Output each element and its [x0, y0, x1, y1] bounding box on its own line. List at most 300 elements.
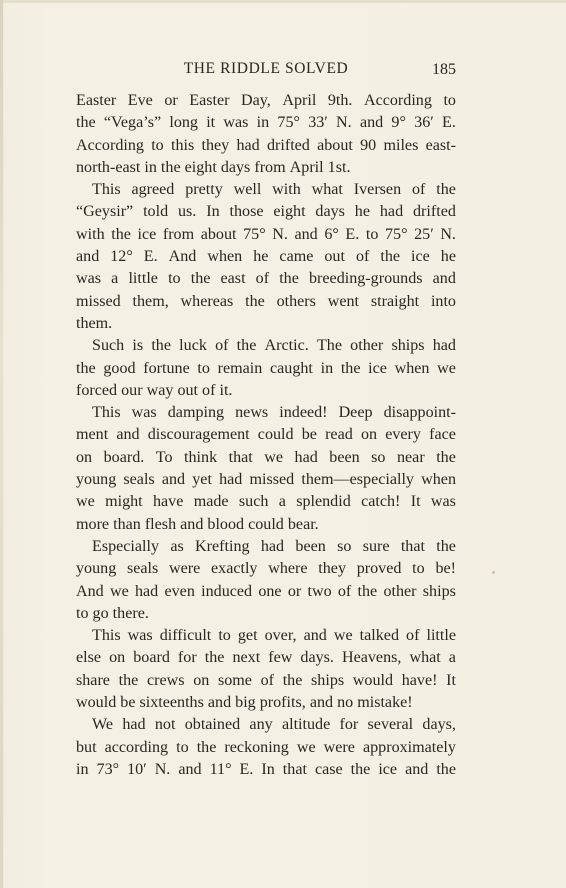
word: were	[169, 560, 201, 578]
word: in	[144, 158, 161, 176]
running-title: THE RIDDLE SOLVED	[183, 60, 349, 77]
page-top-edge	[0, 0, 566, 3]
word: Heavens,	[341, 649, 402, 667]
word: fortune	[143, 359, 190, 377]
word: the	[160, 158, 185, 176]
word: whereas	[180, 292, 234, 310]
word: N.	[440, 225, 456, 243]
word: April	[282, 92, 317, 109]
word: the	[350, 760, 371, 778]
word: This	[92, 181, 121, 199]
word: could	[248, 515, 288, 533]
word: blood	[207, 515, 249, 533]
word: N.	[336, 114, 352, 132]
word: Day,	[241, 92, 271, 109]
word: that	[400, 537, 425, 555]
word: ice	[378, 760, 398, 778]
word: approximately	[362, 738, 456, 756]
word: talked	[359, 627, 399, 645]
word: was	[131, 404, 157, 422]
word: any	[249, 716, 273, 734]
word: obtained	[184, 716, 241, 734]
text-line	[76, 692, 456, 714]
text-line	[76, 201, 456, 223]
word: exactly	[211, 560, 258, 578]
word: little	[426, 627, 456, 645]
word: April	[289, 158, 328, 176]
word: the	[204, 649, 225, 667]
word: Easter	[76, 92, 117, 109]
word: but	[76, 738, 97, 756]
word: when	[421, 471, 456, 489]
word: ships	[391, 337, 425, 355]
text-line	[76, 558, 456, 580]
word: and	[359, 114, 384, 132]
word: some	[217, 671, 252, 689]
text-line	[76, 469, 456, 491]
word: made	[193, 493, 229, 511]
word: to	[76, 604, 93, 622]
word: them.	[76, 314, 113, 332]
word: and	[309, 694, 338, 712]
word: what	[409, 649, 441, 667]
word: and	[294, 225, 318, 243]
word: Eve	[127, 92, 153, 109]
word: ice	[368, 359, 387, 377]
word: ice	[411, 248, 430, 266]
word: To	[155, 448, 173, 466]
word: might	[105, 493, 143, 511]
word: forced	[76, 381, 122, 399]
word: for	[177, 649, 197, 667]
word: drifted	[266, 136, 310, 154]
word: on	[360, 426, 378, 444]
text-line	[76, 491, 456, 513]
word: had	[432, 337, 456, 355]
text-line	[76, 380, 456, 402]
word: Such	[92, 337, 125, 355]
word: the	[436, 537, 456, 555]
word: We	[92, 716, 114, 734]
word: According	[363, 92, 432, 109]
text-line	[76, 714, 456, 736]
word: they	[318, 560, 346, 578]
word: to	[151, 136, 164, 154]
word: board.	[103, 448, 145, 466]
text-line	[76, 581, 456, 603]
word: “Geysir”	[76, 203, 134, 221]
word: been	[295, 537, 326, 555]
word: be!	[435, 560, 456, 578]
word: were	[323, 738, 355, 756]
word: others	[276, 292, 316, 310]
word: In	[206, 203, 220, 221]
word: of	[255, 270, 270, 288]
word: two	[307, 582, 332, 600]
word: or	[164, 92, 178, 109]
word: than	[113, 515, 145, 533]
word: the	[111, 225, 131, 243]
word: splendid	[296, 493, 351, 511]
word: ships	[422, 582, 456, 600]
word: was	[127, 627, 153, 645]
word: go	[92, 604, 113, 622]
word: when	[394, 359, 430, 377]
word: little	[128, 270, 158, 288]
word: it	[206, 114, 216, 132]
word: 9°	[391, 114, 406, 132]
word: went	[327, 292, 360, 310]
word: such	[238, 493, 269, 511]
word: not	[154, 716, 176, 734]
word: 33′	[308, 114, 328, 132]
text-line	[76, 514, 456, 536]
paragraph	[76, 625, 456, 714]
word: several	[367, 716, 414, 734]
text-line	[76, 536, 456, 558]
paper-fleck	[492, 571, 495, 574]
word: and	[178, 760, 202, 778]
word: read	[325, 426, 353, 444]
word: indeed!	[279, 404, 328, 422]
word: had	[122, 716, 146, 734]
word: had	[236, 136, 260, 154]
word: the	[236, 337, 257, 355]
word: ice	[137, 225, 157, 243]
word: in	[76, 760, 89, 778]
word: on	[193, 671, 210, 689]
word: discouragement	[147, 426, 250, 444]
word: and	[180, 515, 208, 533]
word: out	[324, 248, 345, 266]
word: we	[333, 627, 353, 645]
word: E.	[442, 114, 456, 132]
word: E.	[143, 248, 158, 266]
word: according	[104, 738, 169, 756]
word: proved	[356, 560, 402, 578]
word: missed	[76, 292, 121, 310]
word: ment	[76, 426, 109, 444]
word: eight	[184, 158, 221, 176]
word: and	[432, 270, 456, 288]
word: to	[218, 627, 231, 645]
word: way	[146, 381, 178, 399]
word: in	[256, 114, 270, 132]
word: came	[279, 248, 314, 266]
word: Especially	[92, 537, 160, 555]
word: have!	[401, 671, 438, 689]
word: This	[92, 627, 121, 645]
text-line	[76, 291, 456, 313]
word: was	[76, 270, 102, 288]
word: the	[380, 248, 401, 266]
word: with	[76, 225, 105, 243]
word: other	[350, 337, 384, 355]
word: days	[315, 203, 345, 221]
word: young	[76, 560, 117, 578]
word: a	[448, 649, 456, 667]
text-line	[76, 268, 456, 290]
word: out	[177, 381, 203, 399]
word: big	[235, 694, 260, 712]
word: It	[446, 671, 456, 689]
word: had	[134, 582, 159, 600]
word: seals	[126, 560, 159, 578]
word: breeding-grounds	[309, 270, 423, 288]
text-line	[76, 402, 456, 424]
word: of	[337, 582, 352, 600]
text-line	[76, 112, 456, 134]
word: the	[357, 582, 378, 600]
word: about	[200, 225, 237, 243]
word: and	[161, 471, 186, 489]
word: to	[168, 270, 181, 288]
word: 75°	[277, 114, 300, 132]
text-line	[76, 670, 456, 692]
word: that	[228, 448, 253, 466]
word: 75°	[384, 225, 408, 243]
word: days	[220, 158, 255, 176]
word: to	[412, 560, 425, 578]
word: think	[184, 448, 218, 466]
word: case	[314, 760, 343, 778]
word: they	[201, 136, 230, 154]
body-text	[76, 90, 456, 781]
word: sixteenths	[139, 694, 208, 712]
word: “Vega’s”	[103, 114, 162, 132]
word: miles	[383, 136, 419, 154]
word: crews	[146, 671, 185, 689]
word: reckoning	[224, 738, 289, 756]
word: is	[132, 337, 144, 355]
paragraph	[76, 179, 456, 335]
word: of	[215, 337, 229, 355]
word: young	[76, 471, 117, 489]
text-line	[76, 313, 456, 335]
word: 90	[360, 136, 377, 154]
word: the	[190, 270, 211, 288]
page-number: 185	[432, 61, 456, 78]
text-line	[76, 157, 456, 179]
word: no	[337, 694, 358, 712]
text-line	[76, 335, 456, 357]
word: more	[76, 515, 114, 533]
word: of	[406, 627, 420, 645]
text-line	[76, 224, 456, 246]
word: we	[109, 582, 129, 600]
word: induced	[201, 582, 253, 600]
word: According	[76, 136, 144, 154]
word: else	[76, 649, 102, 667]
word: bear.	[287, 515, 319, 533]
text-line	[76, 358, 456, 380]
word: and	[76, 248, 100, 266]
word: days.	[300, 649, 334, 667]
word: and	[207, 694, 236, 712]
word: 75°	[243, 225, 266, 243]
word: ships	[311, 671, 345, 689]
word: disappoint-	[383, 404, 456, 422]
word: on	[76, 448, 93, 466]
word: the	[282, 671, 303, 689]
word: E.	[239, 760, 254, 778]
page-header	[76, 60, 456, 82]
word: where	[268, 560, 308, 578]
word: those	[229, 203, 264, 221]
word: we	[76, 493, 95, 511]
word: even	[164, 582, 195, 600]
word: pretty	[185, 181, 223, 199]
word: next	[232, 649, 261, 667]
word: the	[118, 671, 139, 689]
word: drifted	[413, 203, 456, 221]
word: caught	[270, 359, 313, 377]
word: 12°	[110, 248, 133, 266]
word: when	[207, 248, 243, 266]
word: on	[109, 649, 126, 667]
word: Krefting	[195, 537, 250, 555]
word: Easter	[189, 92, 230, 109]
word: us.	[178, 203, 197, 221]
text-line	[76, 737, 456, 759]
word: 73°	[96, 760, 120, 778]
text-line	[76, 90, 456, 112]
text-line	[76, 447, 456, 469]
word: to	[176, 738, 189, 756]
word: told	[143, 203, 169, 221]
word: a	[111, 270, 119, 288]
word: of	[260, 671, 275, 689]
word: to	[197, 359, 210, 377]
word: that	[282, 760, 307, 778]
word: been	[329, 448, 360, 466]
word: had	[294, 448, 318, 466]
word: and	[116, 426, 140, 444]
word: missed	[249, 471, 295, 489]
word: was	[430, 493, 456, 511]
word: what	[311, 181, 343, 199]
word: over,	[264, 627, 297, 645]
word: the	[151, 337, 171, 355]
word: the	[245, 292, 265, 310]
word: the	[340, 359, 361, 377]
word: eight	[273, 203, 306, 221]
word: N.	[154, 760, 171, 778]
word: had	[219, 471, 243, 489]
word: And	[76, 582, 104, 600]
word: profits,	[259, 694, 310, 712]
word: he	[354, 203, 370, 221]
word: as	[170, 537, 184, 555]
word: this	[170, 136, 195, 154]
word: had	[379, 203, 404, 221]
word: from	[162, 225, 195, 243]
word: It	[410, 493, 421, 511]
word: east-	[425, 136, 456, 154]
text-line	[76, 603, 456, 625]
word: near	[396, 448, 425, 466]
word: we	[296, 738, 316, 756]
word: The	[316, 337, 342, 355]
word: in	[320, 359, 334, 377]
page-gutter-edge	[0, 0, 3, 888]
word: good	[103, 359, 136, 377]
word: difficult	[159, 627, 212, 645]
word: of	[411, 181, 426, 199]
word: N.	[272, 225, 288, 243]
word: one	[258, 582, 282, 600]
word: we	[437, 359, 456, 377]
word: face	[429, 426, 456, 444]
word: damping	[167, 404, 225, 422]
word: he	[253, 248, 269, 266]
text-line	[76, 135, 456, 157]
word: have	[152, 493, 184, 511]
word: and	[405, 760, 429, 778]
word: remain	[217, 359, 263, 377]
text-line	[76, 179, 456, 201]
word: a	[278, 493, 286, 511]
word: few	[268, 649, 293, 667]
word: Iversen	[353, 181, 402, 199]
word: altitude	[281, 716, 331, 734]
word: 10′	[127, 760, 147, 778]
word: the	[196, 738, 217, 756]
word: seals	[123, 471, 155, 489]
word: And	[168, 248, 197, 266]
word: share	[76, 671, 110, 689]
word: catch!	[361, 493, 401, 511]
text-line	[76, 424, 456, 446]
text-line	[76, 647, 456, 669]
word: 1st.	[327, 158, 351, 176]
word: Arctic.	[264, 337, 309, 355]
word: so	[371, 448, 386, 466]
word: for	[339, 716, 359, 734]
word: of	[202, 381, 220, 399]
word: In	[261, 760, 275, 778]
word: straight	[370, 292, 420, 310]
word: and	[303, 627, 327, 645]
word: the	[436, 760, 456, 778]
word: long	[169, 114, 198, 132]
paragraph	[76, 335, 456, 402]
word: days,	[422, 716, 456, 734]
word: had	[260, 537, 285, 555]
word: our	[121, 381, 147, 399]
word: would	[352, 671, 394, 689]
text-line	[76, 246, 456, 268]
text-line	[76, 625, 456, 647]
word: be	[301, 426, 317, 444]
word: get	[237, 627, 258, 645]
word: the	[76, 114, 96, 132]
word: flesh	[144, 515, 181, 533]
word: 11°	[209, 760, 232, 778]
word: the	[279, 270, 299, 288]
word: it.	[219, 381, 233, 399]
word: the	[76, 359, 96, 377]
word: mistake!	[357, 694, 413, 712]
word: sure	[362, 537, 390, 555]
word: be	[120, 694, 140, 712]
text-line	[76, 759, 456, 781]
word: news	[235, 404, 269, 422]
word: the	[436, 448, 456, 466]
paragraph	[76, 402, 456, 536]
word: them—especially	[301, 471, 414, 489]
word: would	[76, 694, 121, 712]
